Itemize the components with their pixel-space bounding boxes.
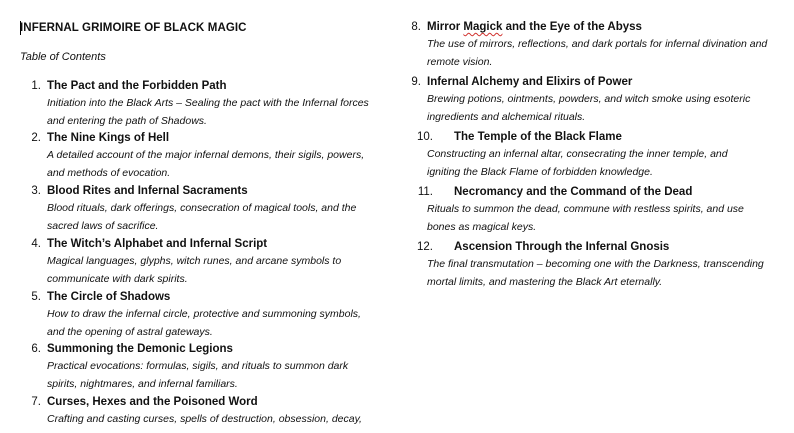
spellcheck-flagged-word[interactable]: Magick — [463, 21, 503, 33]
toc-entry-number: 7. — [31, 396, 41, 408]
toc-entry-number: 6. — [31, 343, 41, 355]
toc-entry-title — [427, 21, 642, 33]
toc-entry-title: Ascension Through the Infernal Gnosis — [454, 241, 670, 253]
toc-entry-description: The final transmutation – becoming one with the Darkness, transcending mortal limits, and mastering the Black Art eternally. — [427, 258, 764, 288]
toc-entry-description: Brewing potions, ointments, powders, and witch smoke using esoteric ingredients and alchemical rituals. — [427, 93, 751, 123]
toc-entry-title: The Circle of Shadows — [47, 291, 171, 303]
toc-entry-title: Blood Rites and Infernal Sacraments — [47, 185, 248, 197]
toc-entry-title: The Temple of the Black Flame — [454, 131, 622, 143]
toc-entry-description: The use of mirrors, reflections, and dark portals for infernal divination and remote vision. — [427, 38, 768, 68]
toc-entry-title-pre: Mirror — [427, 21, 464, 33]
toc-entry-number: 9. — [411, 76, 421, 88]
toc-entry-title: Summoning the Demonic Legions — [47, 343, 233, 355]
toc-entry-title: Curses, Hexes and the Poisoned Word — [47, 396, 258, 408]
toc-entry-title: Necromancy and the Command of the Dead — [454, 186, 693, 198]
toc-entry-title: Infernal Alchemy and Elixirs of Power — [427, 76, 633, 88]
toc-entry-description: Constructing an infernal altar, consecrating the inner temple, and igniting the Black Flame of forbidden knowledge. — [427, 148, 728, 178]
toc-entry-description: A detailed account of the major infernal demons, their sigils, powers, and methods of evocation. — [47, 149, 365, 179]
toc-entry-number: 12. — [417, 241, 433, 253]
toc-entry-number: 3. — [31, 185, 41, 197]
toc-entry-description: Practical evocations: formulas, sigils, and rituals to summon dark spirits, nightmares, and infernal familiars. — [47, 360, 349, 390]
toc-entry-title: The Nine Kings of Hell — [47, 132, 170, 144]
toc-entry-title-post: and the Eye of the Abyss — [502, 21, 642, 33]
toc-entry-description: How to draw the infernal circle, protective and summoning symbols, and the opening of astral gateways. — [47, 308, 361, 338]
toc-heading[interactable]: Table of Contents — [20, 51, 106, 63]
toc-entry-description: Magical languages, glyphs, witch runes, and arcane symbols to communicate with dark spirits. — [47, 255, 342, 285]
toc-entry-number: 4. — [31, 238, 41, 250]
toc-entry-number: 8. — [411, 21, 421, 33]
toc-entry-description: Initiation into the Black Arts – Sealing the pact with the Infernal forces and entering the path of Shadows. — [47, 97, 369, 127]
toc-entry-number: 1. — [31, 80, 41, 92]
toc-entry-description: Blood rituals, dark offerings, consecration of magical tools, and the sacred laws of sacrifice. — [47, 202, 357, 232]
toc-entry-number: 11. — [417, 186, 433, 198]
toc-entry-description: Rituals to summon the dead, commune with restless spirits, and use bones as magical keys. — [427, 203, 744, 233]
document-title[interactable]: INFERNAL GRIMOIRE OF BLACK MAGIC — [20, 22, 247, 34]
toc-entry-number: 5. — [31, 291, 41, 303]
toc-entry-title: The Pact and the Forbidden Path — [47, 80, 227, 92]
toc-entry-description: Crafting and casting curses, spells of destruction, obsession, decay, — [47, 413, 362, 425]
toc-entry-title: The Witch’s Alphabet and Infernal Script — [47, 238, 268, 250]
toc-entry-number: 10. — [417, 131, 433, 143]
toc-entry-number: 2. — [31, 132, 41, 144]
